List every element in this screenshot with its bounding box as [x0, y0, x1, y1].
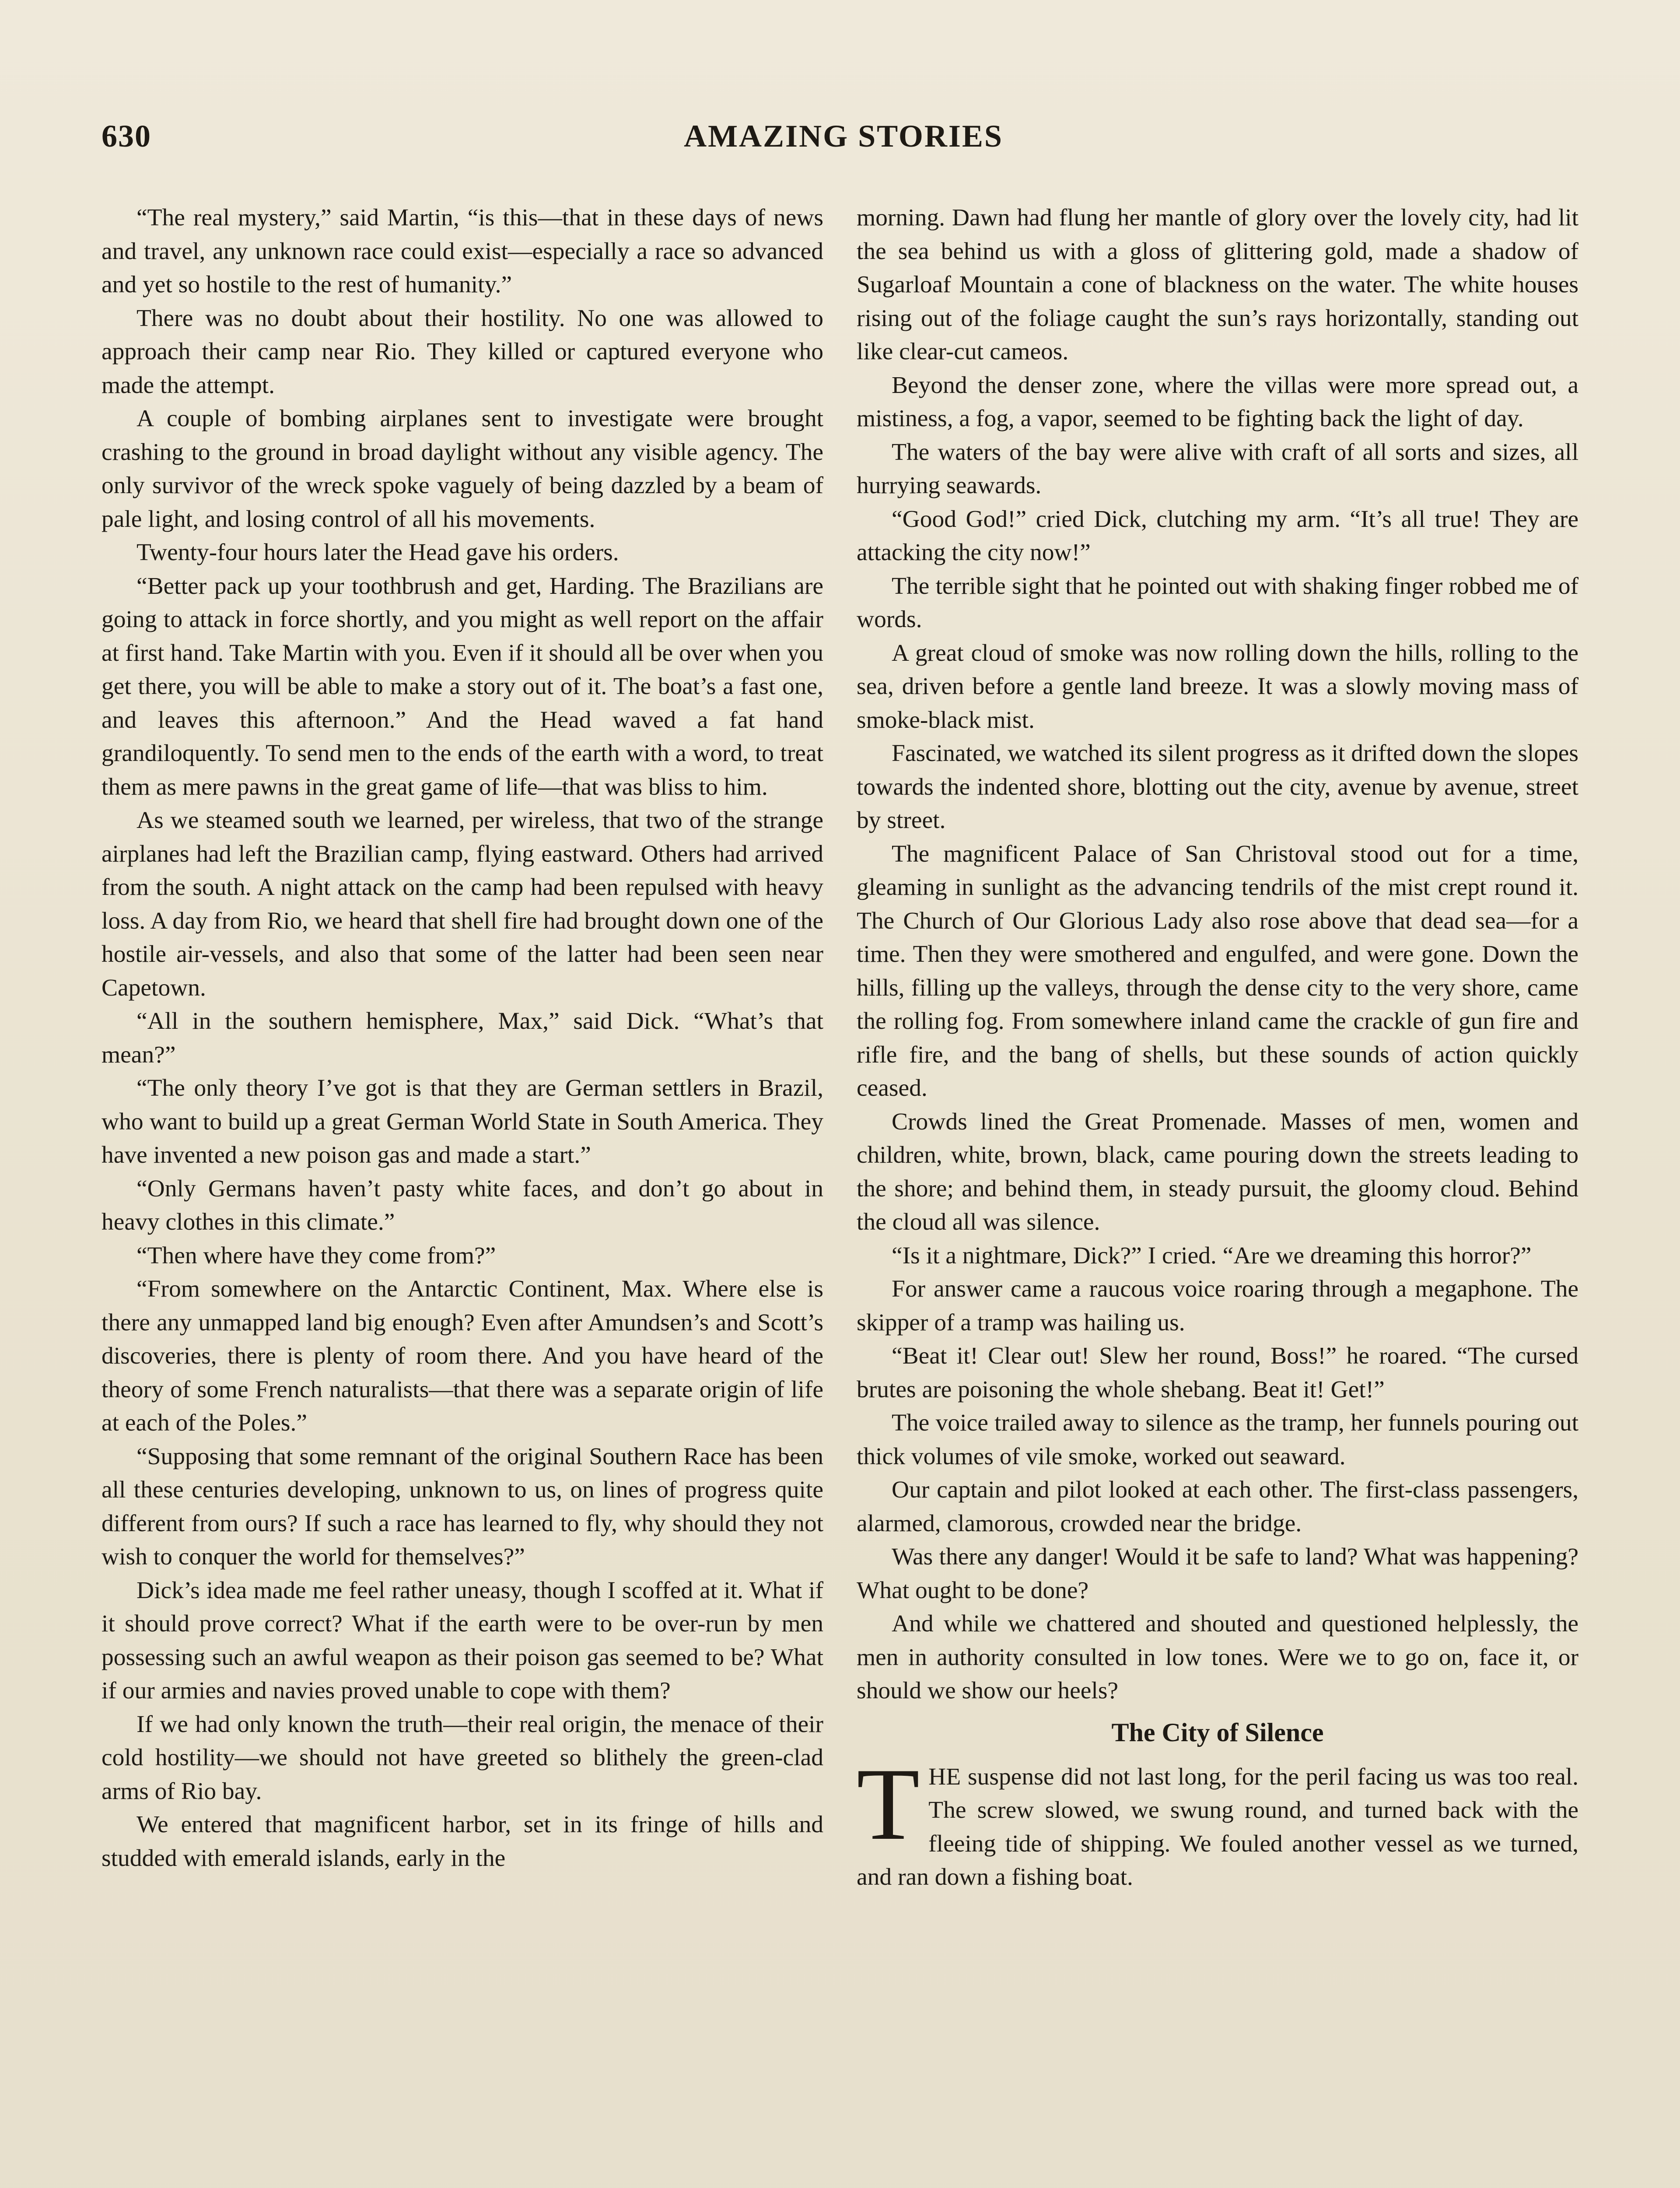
paragraph: “Supposing that some remnant of the original Southern Race has been all these centuries developing, unknown to us, on lines of progress quite different from ours? If such a race has learned to fly, why should they not wish to conquer the world for themselves?”: [102, 1443, 823, 1570]
paragraph: Beyond the denser zone, where the villas were more spread out, a mistiness, a fog, a vapor, seemed to be fighting back the light of day.: [857, 372, 1578, 432]
section-first-paragraph: [857, 1747, 1578, 1894]
paragraph: Crowds lined the Great Promenade. Masses of men, women and children, white, brown, black, came pouring down the streets leading to the shore; and behind them, in steady pursuit, the gloomy cloud. Behind the cloud all was silence.: [857, 1108, 1578, 1235]
paragraph: “The real mystery,” said Martin, “is this—that in these days of news and travel, any unknown race could exist—especially a race so advanced and yet so hostile to the rest of humanity.”: [102, 204, 823, 298]
paragraph: The magnificent Palace of San Christoval stood out for a time, gleaming in sunlight as the advancing tendrils of the mist crept round it. The Church of Our Glorious Lady also rose above that dead sea—for a time. Then they were smothered and engulfed, and were gone. Down the hills, filling up the valleys, through the dense city to the very shore, came the rolling fog. From somewhere inland came the crackle of gun fire and rifle fire, and the bang of shells, but these sounds of action quickly ceased.: [857, 840, 1578, 1101]
section-heading: The City of Silence: [1111, 1718, 1324, 1747]
paragraph: There was no doubt about their hostility. No one was allowed to approach their camp near Rio. They killed or captured everyone who made the attempt.: [102, 305, 823, 399]
paragraph: A couple of bombing airplanes sent to investigate were brought crashing to the ground in broad daylight without any visible agency. The only survivor of the wreck spoke vaguely of being dazzled by a beam of pale light, and losing control of all his movements.: [102, 405, 823, 533]
paragraph: If we had only known the truth—their real origin, the menace of their cold hostility—we should not have greeted so blithely the green-clad arms of Rio bay.: [102, 1711, 823, 1805]
paragraph: Twenty-four hours later the Head gave his orders.: [136, 539, 619, 566]
section-first-paragraph-text: HE suspense did not last long, for the peril facing us was too real. The screw slowed, we swung round, and turned back with the fleeing tide of shipping. We fouled another vessel as we turned, and ran down a fishing boat.: [857, 1763, 1578, 1890]
paragraph: For answer came a raucous voice roaring through a megaphone. The skipper of a tramp was hailing us.: [857, 1276, 1578, 1336]
paragraph: Dick’s idea made me feel rather uneasy, though I scoffed at it. What if it should prove correct? What if the earth were to be over-run by men possessing such an awful weapon as their poison gas seemed to be? What if our armies and navies proved unable to cope with them?: [102, 1577, 823, 1704]
paragraph: As we steamed south we learned, per wireless, that two of the strange airplanes had left the Brazilian camp, flying eastward. Others had arrived from the south. A night attack on the camp had been repulsed with heavy loss. A day from Rio, we heard that shell fire had brought down one of the hostile air-vessels, and also that some of the latter had been seen near Capetown.: [102, 807, 823, 1001]
drop-cap: T: [857, 1747, 920, 1862]
paragraph: We entered that magnificent harbor, set in its fringe of hills and studded with emerald islands, early in the: [102, 1811, 823, 1872]
paragraph: A great cloud of smoke was now rolling down the hills, rolling to the sea, driven before a gentle land breeze. It was a slowly moving mass of smoke-black mist.: [857, 639, 1578, 733]
page-number: 630: [102, 119, 151, 154]
paragraph: Was there any danger! Would it be safe to land? What was happening? What ought to be done?: [857, 1543, 1578, 1604]
paragraph: “Only Germans haven’t pasty white faces, and don’t go about in heavy clothes in this climate.”: [102, 1175, 823, 1235]
paragraph: “Good God!” cried Dick, clutching my arm. “It’s all true! They are attacking the city now!”: [857, 505, 1578, 566]
paragraph: “From somewhere on the Antarctic Continent, Max. Where else is there any unmapped land big enough? Even after Amundsen’s and Scott’s discoveries, there is plenty of room there. And you have heard of the theory of some French naturalists—that there was a separate origin of life at each of the Poles.”: [102, 1276, 823, 1436]
paragraph: Our captain and pilot looked at each other. The first-class passengers, alarmed, clamorous, crowded near the bridge.: [857, 1476, 1578, 1537]
paragraph: “The only theory I’ve got is that they are German settlers in Brazil, who want to build up a great German World State in South America. They have invented a new poison gas and made a start.”: [102, 1075, 823, 1168]
left-column: [102, 201, 823, 1875]
paragraph: And while we chattered and shouted and questioned helplessly, the men in authority consulted in low tones. Were we to go on, face it, or should we show our heels?: [857, 1610, 1578, 1704]
paragraph: “Beat it! Clear out! Slew her round, Boss!” he roared. “The cursed brutes are poisoning the whole shebang. Beat it! Get!”: [857, 1343, 1578, 1403]
paragraph: The voice trailed away to silence as the tramp, her funnels pouring out thick volumes of vile smoke, worked out seaward.: [857, 1410, 1578, 1470]
paragraph: “Better pack up your toothbrush and get, Harding. The Brazilians are going to attack in force shortly, and you might as well report on the affair at first hand. Take Martin with you. Even if it should all be over when you get there, you will be able to make a story out of it. The boat’s a fast one, and leaves this afternoon.” And the Head waved a fat hand grandiloquently. To send men to the ends of the earth with a word, to treat them as mere pawns in the great game of life—that was bliss to him.: [102, 572, 823, 800]
running-title: AMAZING STORIES: [684, 119, 1003, 154]
paragraph: Fascinated, we watched its silent progress as it drifted down the slopes towards the indented shore, blotting out the city, avenue by avenue, street by street.: [857, 740, 1578, 834]
paragraph: “Then where have they come from?”: [136, 1242, 496, 1269]
paragraph: “Is it a nightmare, Dick?” I cried. “Are we dreaming this horror?”: [892, 1242, 1532, 1269]
paragraph: The waters of the bay were alive with craft of all sorts and sizes, all hurrying seawards.: [857, 438, 1578, 499]
paragraph: The terrible sight that he pointed out with shaking finger robbed me of words.: [857, 572, 1578, 633]
right-column: [857, 201, 1578, 1894]
page-header: [102, 118, 1586, 171]
paragraph: “All in the southern hemisphere, Max,” said Dick. “What’s that mean?”: [102, 1008, 823, 1068]
paragraph: morning. Dawn had flung her mantle of glory over the lovely city, had lit the sea behind us with a gloss of glittering gold, made a shadow of Sugarloaf Mountain a cone of blackness on the water. The white houses rising out of the foliage caught the sun’s rays horizontally, standing out like clear-cut cameos.: [857, 204, 1578, 365]
